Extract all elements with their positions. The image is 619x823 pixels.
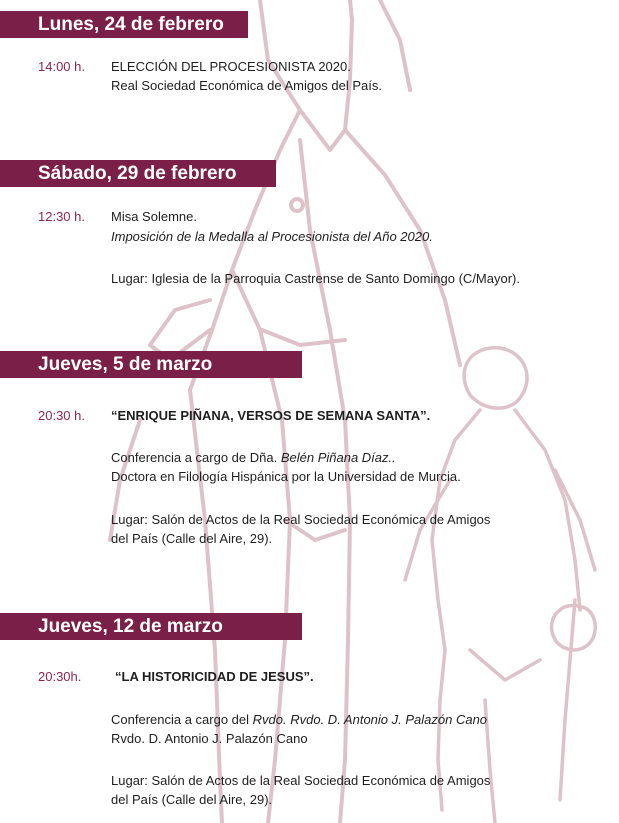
event-speaker	[111, 711, 487, 729]
date-header: Jueves, 12 de marzo	[0, 613, 302, 640]
event-time: 14:00 h.	[38, 59, 85, 74]
event-time: 20:30 h.	[38, 408, 85, 423]
event-title: ELECCIÓN DEL PROCESIONISTA 2020.	[111, 59, 351, 74]
speaker-credentials: Rvdo. D. Antonio J. Palazón Cano	[111, 731, 308, 746]
event-location: Lugar: Salón de Actos de la Real Sociedad Económica de Amigos	[111, 512, 491, 527]
event-location-cont: del País (Calle del Aire, 29).	[111, 792, 273, 807]
date-header: Sábado, 29 de febrero	[0, 160, 276, 187]
event-time: 20:30h.	[38, 669, 82, 684]
event-venue: Real Sociedad Económica de Amigos del País.	[111, 78, 382, 93]
event-title: Misa Solemne.	[111, 209, 197, 224]
event-time: 12:30 h.	[38, 209, 85, 224]
speaker-credentials: Doctora en Filología Hispánica por la Universidad de Murcia.	[111, 469, 461, 484]
event-title: “ENRIQUE PIÑANA, VERSOS DE SEMANA SANTA”.	[111, 408, 431, 423]
speaker-name: Belén Piñana Díaz..	[280, 450, 396, 465]
speaker-prefix: Conferencia a cargo del	[111, 712, 253, 727]
date-header: Jueves, 5 de marzo	[0, 351, 302, 378]
event-location: Lugar: Salón de Actos de la Real Sociedad Económica de Amigos	[111, 773, 491, 788]
event-subtitle: Imposición de la Medalla al Procesionista del Año 2020.	[111, 229, 433, 244]
date-header: Lunes, 24 de febrero	[0, 11, 248, 38]
event-location-cont: del País (Calle del Aire, 29).	[111, 531, 273, 546]
event-speaker	[111, 449, 396, 467]
speaker-name: Rvdo. Rvdo. D. Antonio J. Palazón Cano	[252, 712, 488, 727]
speaker-prefix: Conferencia a cargo de Dña.	[111, 450, 281, 465]
event-title: “LA HISTORICIDAD DE JESUS”.	[115, 669, 314, 684]
event-location: Lugar: Iglesia de la Parroquia Castrense de Santo Domingo (C/Mayor).	[111, 271, 520, 286]
